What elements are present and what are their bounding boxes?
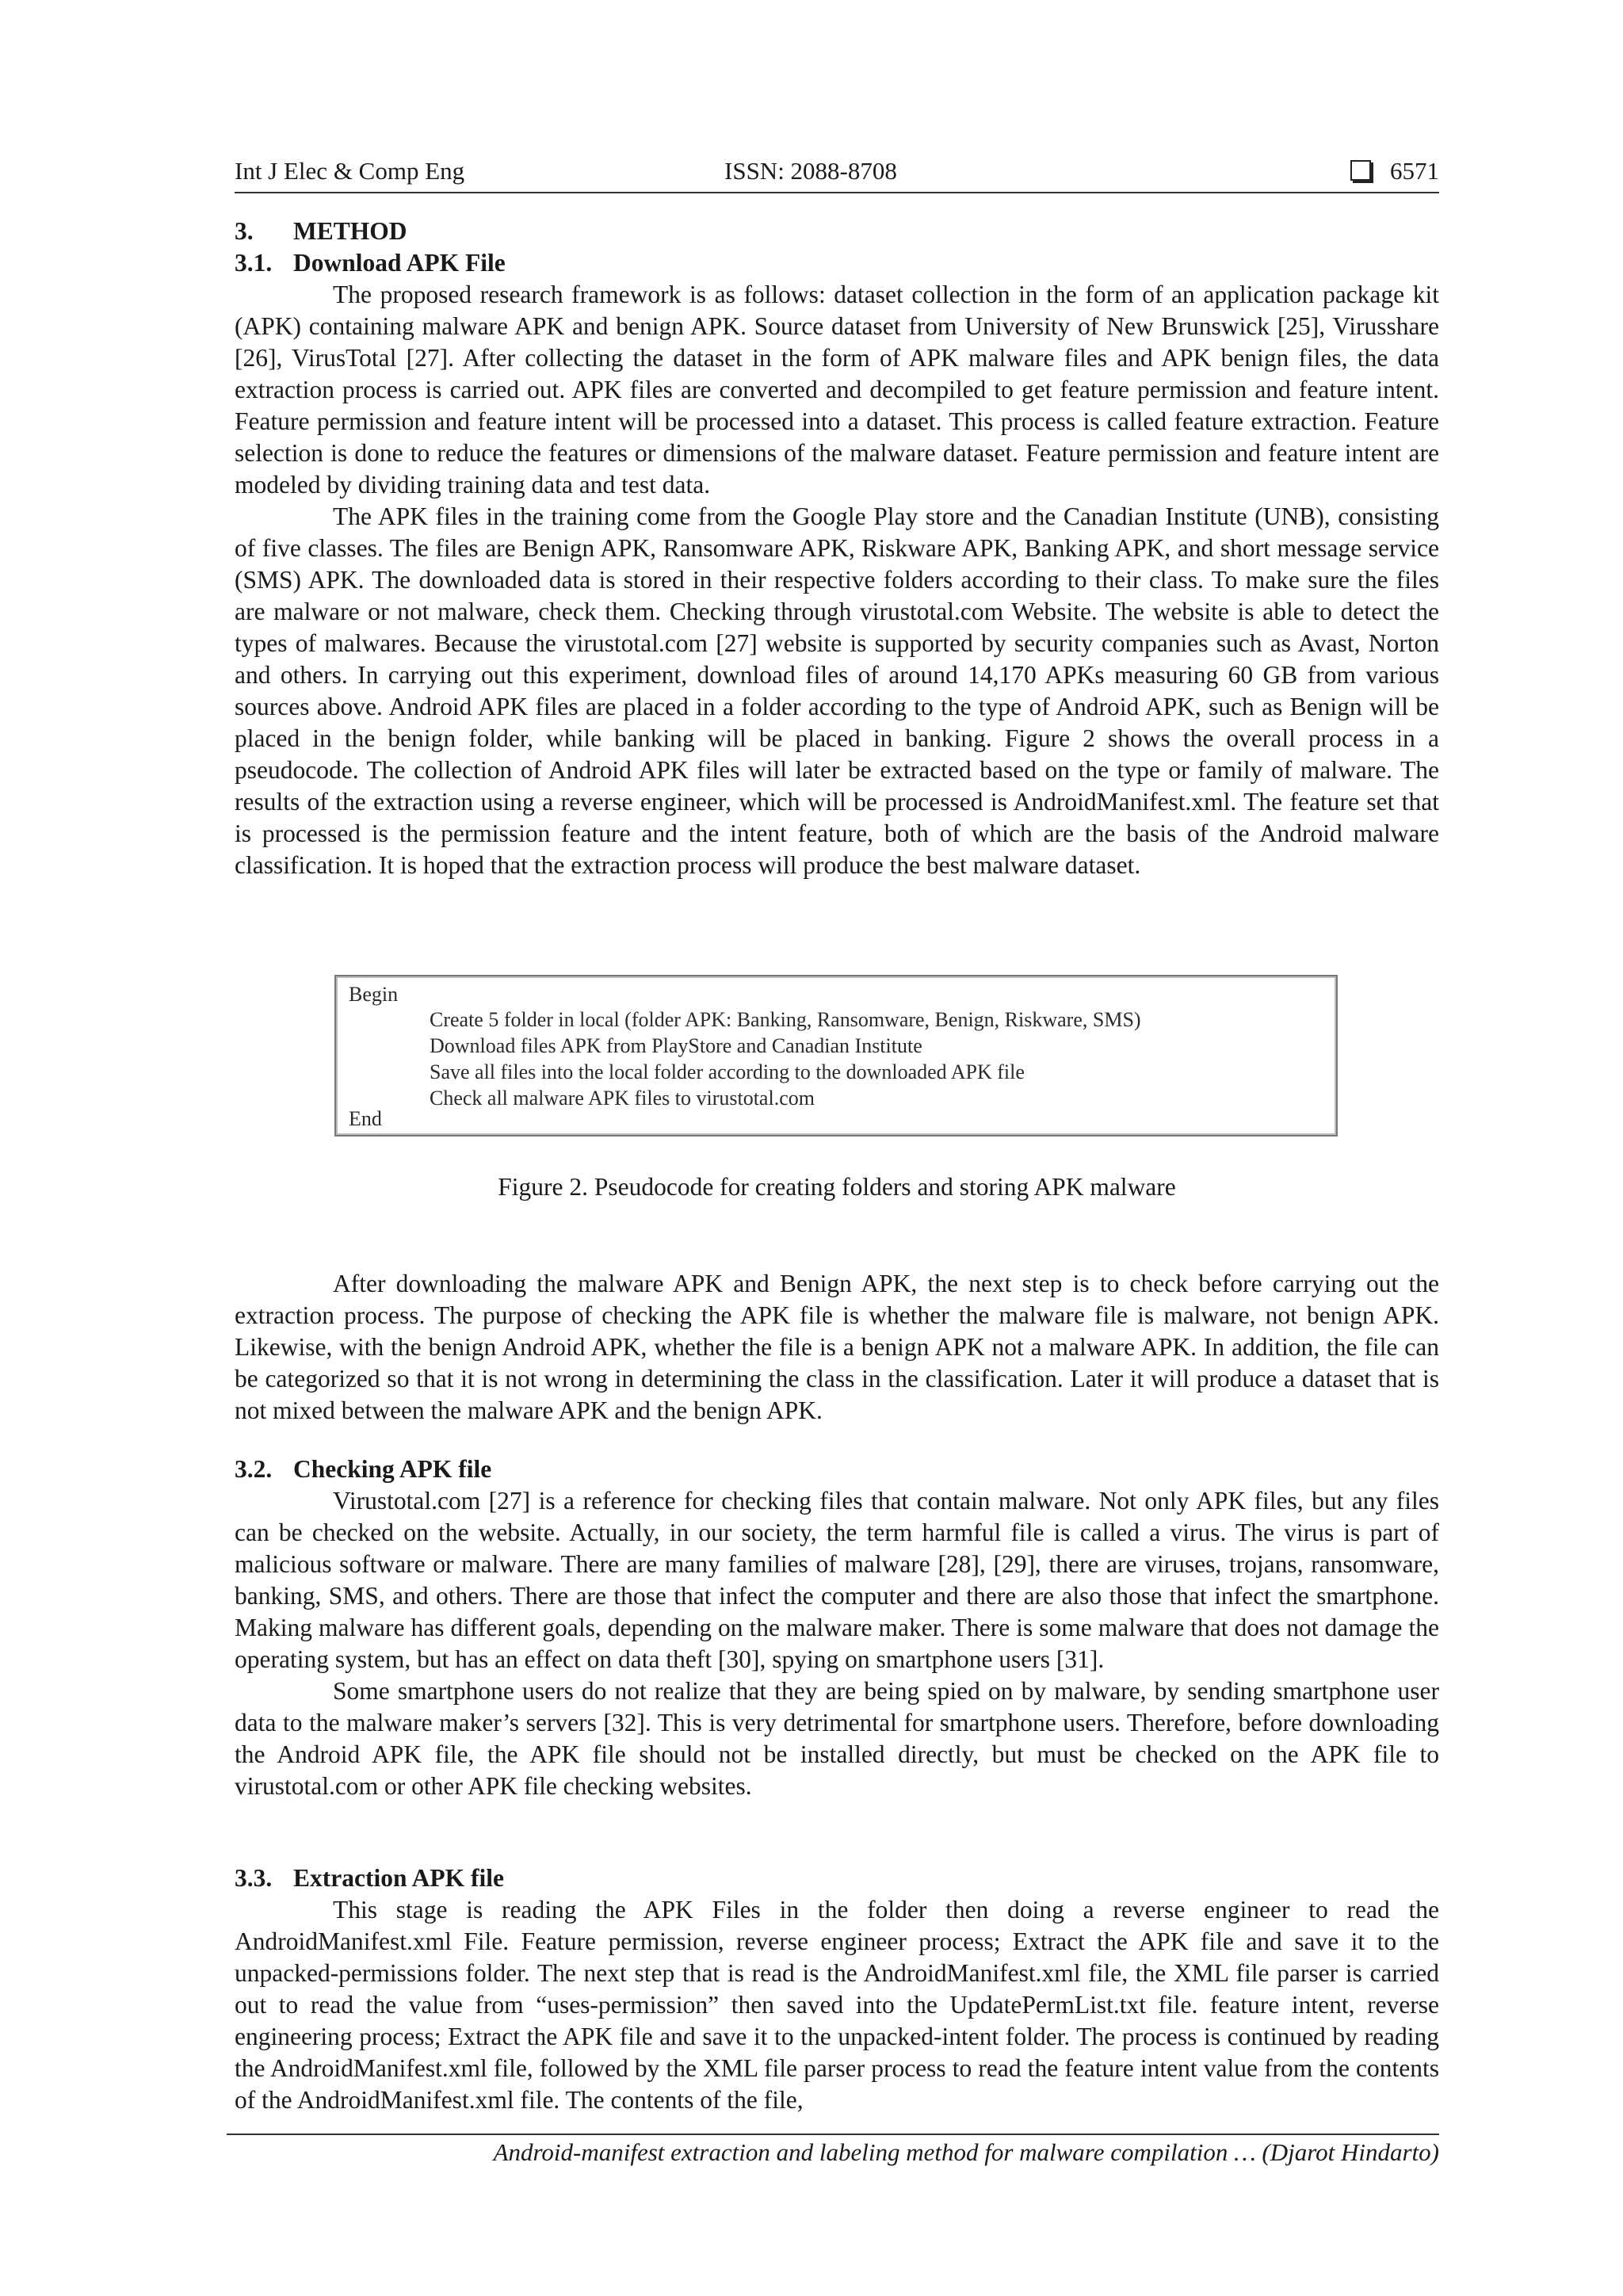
section-3-heading <box>235 216 1439 247</box>
pseudocode-step: Save all files into the local folder according to the downloaded APK file <box>430 1060 1025 1083</box>
pseudocode-end: End <box>349 1107 382 1130</box>
pseudocode-begin: Begin <box>349 983 399 1006</box>
journal-name: Int J Elec & Comp Eng <box>235 157 465 185</box>
pseudocode-steps <box>430 1007 1141 1111</box>
pseudocode-figure <box>334 975 1338 1137</box>
square-bullet-icon <box>1350 160 1371 181</box>
section-3-1-heading <box>235 247 1439 279</box>
section-title: Download APK File <box>293 249 506 277</box>
section-number: 3.1. <box>235 249 273 277</box>
after-figure-text <box>235 1268 1439 1427</box>
section-3-3-heading <box>235 1862 1439 1894</box>
paragraph: Some smartphone users do not realize that they are being spied on by malware, by sending smartphone user data to the malware maker’s servers [32]. This is very detrimental for smartphone users. Therefore, before downloading the Android APK file, the APK file should not be installed directly, but must be checked on the APK file to virustotal.com or other APK file checking websites. <box>235 1677 1439 1800</box>
section-3-2-heading <box>235 1454 1439 1485</box>
paragraph: This stage is reading the APK Files in the folder then doing a reverse engineer to read the AndroidManifest.xml File. Feature permission, reverse engineer process; Extract the APK file and save it to the unpacked-permissions folder. The next step that is read is the AndroidManifest.xml file, the XML file parser is carried out to read the value from “uses-permission” then saved into the UpdatePermList.txt file. feature intent, reverse engineering process; Extract the APK file and save it to the unpacked-intent folder. The process is continued by reading the AndroidManifest.xml file, followed by the XML file parser process to read the feature intent value from the contents of the AndroidManifest.xml file. The contents of the file, <box>235 1896 1439 2114</box>
paragraph: The APK files in the training come from the Google Play store and the Canadian Institute (UNB), consisting of five classes. The files are Benign APK, Ransomware APK, Riskware APK, Banking APK, and short message service (SMS) APK. The downloaded data is stored in their respective folders according to their class. To make sure the files are malware or not malware, check them. Checking through virustotal.com Website. The website is able to detect the types of malwares. Because the virustotal.com [27] website is supported by security companies such as Avast, Norton and others. In carrying out this experiment, download files of around 14,170 APKs measuring 60 GB from various sources above. Android APK files are placed in a folder according to the type of Android APK, such as Benign will be placed in the benign folder, while banking will be placed in banking. Figure 2 shows the overall process in a pseudocode. The collection of Android APK files will later be extracted based on the type or family of malware. The results of the extraction using a reverse engineer, which will be processed is AndroidManifest.xml. The feature set that is processed is the permission feature and the intent feature, both of which are the basis of the Android malware classification. It is hoped that the extraction process will produce the best malware dataset. <box>235 502 1439 879</box>
section-3-content <box>235 216 1439 881</box>
paragraph: Virustotal.com [27] is a reference for checking files that contain malware. Not only APK files, but any files can be checked on the website. Actually, in our society, the term harmful file is called a virus. The virus is part of malicious software or malware. There are many families of malware [28], [29], there are viruses, trojans, ransomware, banking, SMS, and others. There are those that infect the computer and there are also those that infect the smartphone. Making malware has different goals, depending on the malware maker. There is some malware that does not damage the operating system, but has an effect on data theft [30], spying on smartphone users [31]. <box>235 1487 1439 1673</box>
running-header <box>235 155 1439 193</box>
section-number: 3. <box>235 217 254 245</box>
section-title: Extraction APK file <box>293 1864 504 1892</box>
section-title: Checking APK file <box>293 1455 492 1483</box>
section-number: 3.3. <box>235 1864 273 1892</box>
section-3-2-content <box>235 1454 1439 1802</box>
pseudocode-step: Check all malware APK files to virustotal.com <box>430 1087 815 1110</box>
running-footer: Android-manifest extraction and labeling method for malware compilation … (Djarot Hindarto) <box>227 2134 1439 2170</box>
figure-caption: Figure 2. Pseudocode for creating folders and storing APK malware <box>498 1173 1176 1201</box>
section-number: 3.2. <box>235 1455 273 1483</box>
issn: ISSN: 2088-8708 <box>724 157 897 185</box>
paragraph: After downloading the malware APK and Benign APK, the next step is to check before carrying out the extraction process. The purpose of checking the APK file is whether the malware file is malware, not benign APK. Likewise, with the benign Android APK, whether the file is a benign APK not a malware APK. In addition, the file can be categorized so that it is not wrong in determining the class in the classification. Later it will produce a dataset that is not mixed between the malware APK and the benign APK. <box>235 1270 1439 1424</box>
section-3-3-content <box>235 1862 1439 2116</box>
section-title: METHOD <box>293 217 407 245</box>
paragraph: The proposed research framework is as follows: dataset collection in the form of an application package kit (APK) containing malware APK and benign APK. Source dataset from University of New Brunswick [25], Virusshare [26], VirusTotal [27]. After collecting the dataset in the form of APK malware files and APK benign files, the data extraction process is carried out. APK files are converted and decompiled to get feature permission and feature intent. Feature permission and feature intent will be processed into a dataset. This process is called feature extraction. Feature selection is done to reduce the features or dimensions of the malware dataset. Feature permission and feature intent are modeled by dividing training data and test data. <box>235 281 1439 499</box>
pseudocode-step: Create 5 folder in local (folder APK: Banking, Ransomware, Benign, Riskware, SMS) <box>430 1008 1141 1031</box>
pseudocode-step: Download files APK from PlayStore and Canadian Institute <box>430 1034 922 1057</box>
page-number: 6571 <box>1390 157 1439 185</box>
